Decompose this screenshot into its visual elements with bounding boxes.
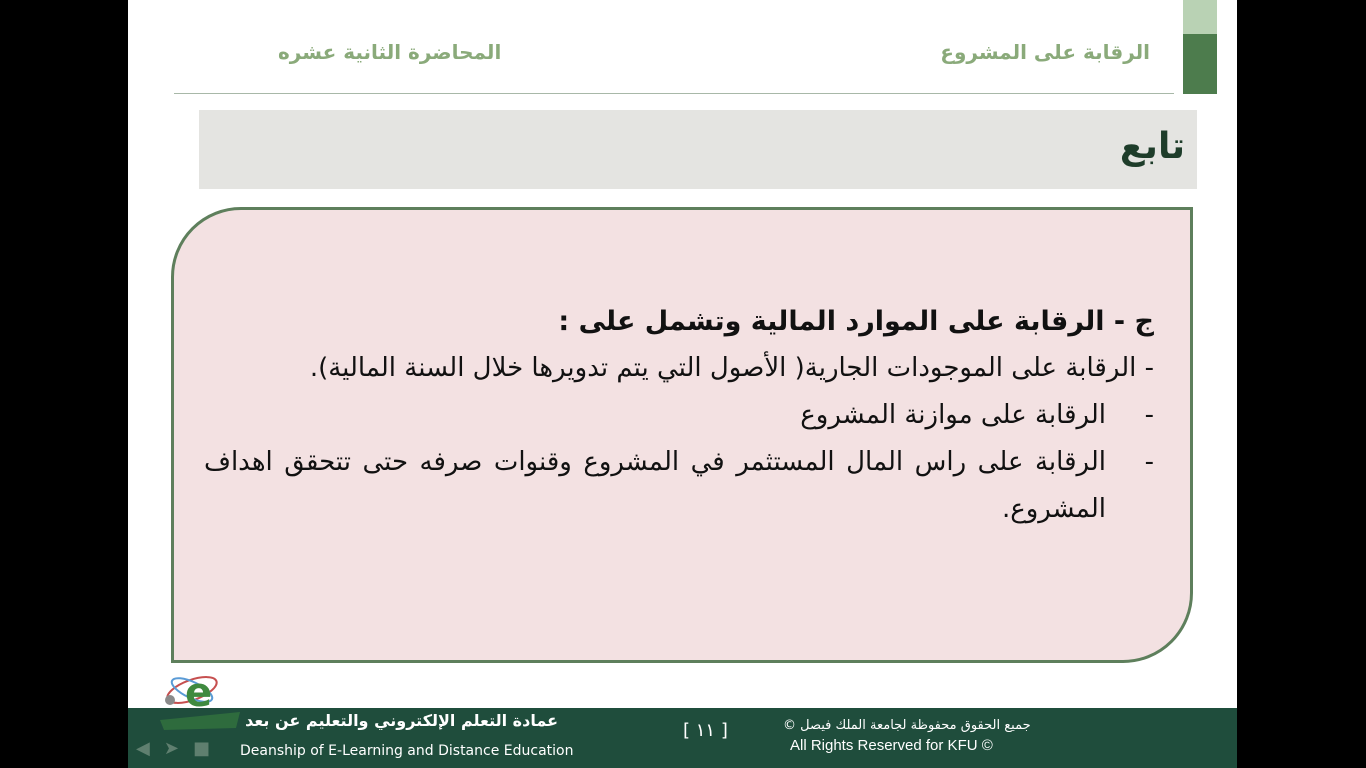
deanship-name-en: Deanship of E-Learning and Distance Education bbox=[240, 743, 574, 759]
content-text bbox=[204, 298, 1154, 533]
bullet-item bbox=[204, 392, 1154, 439]
content-heading: ج - الرقابة على الموارد المالية وتشمل على : bbox=[558, 306, 1154, 337]
page-number: [ ١١ ] bbox=[683, 720, 728, 741]
accent-bar-light bbox=[1183, 0, 1217, 34]
bullet-text: الرقابة على راس المال المستثمر في المشروع وقنوات صرفه حتى تتحقق اهداف المشروع. bbox=[204, 447, 1106, 524]
bullet-text: الرقابة على موازنة المشروع bbox=[800, 400, 1106, 430]
content-line: - الرقابة على الموجودات الجارية( الأصول التي يتم تدويرها خلال السنة المالية). bbox=[309, 353, 1154, 383]
slide bbox=[128, 0, 1237, 768]
accent-bar-dark bbox=[1183, 34, 1217, 94]
elearning-logo-icon bbox=[150, 668, 250, 738]
slide-title: تابع bbox=[1119, 126, 1185, 167]
bullet-dash: - bbox=[1144, 400, 1154, 430]
previous-arrow-icon[interactable]: ◀ bbox=[136, 738, 150, 759]
footer bbox=[128, 708, 1237, 768]
copyright-ar: جميع الحقوق محفوظة لجامعة الملك فيصل © bbox=[783, 718, 1031, 733]
copyright-en: All Rights Reserved for KFU © bbox=[790, 737, 993, 754]
title-bar bbox=[199, 110, 1197, 189]
next-arrow-icon[interactable]: ➤ bbox=[163, 738, 179, 759]
course-title: الرقابة على المشروع bbox=[940, 40, 1150, 64]
nav-controls bbox=[136, 738, 210, 759]
deanship-name-ar: عمادة التعلم الإلكتروني والتعليم عن بعد bbox=[245, 711, 558, 730]
header-divider bbox=[174, 93, 1174, 94]
svg-text:e: e bbox=[185, 670, 213, 716]
bullet-item bbox=[204, 439, 1154, 533]
content-box bbox=[171, 207, 1193, 663]
lecture-title: المحاضرة الثانية عشره bbox=[278, 40, 502, 64]
bullet-dash: - bbox=[1144, 447, 1154, 477]
home-icon[interactable]: ■ bbox=[192, 738, 210, 759]
